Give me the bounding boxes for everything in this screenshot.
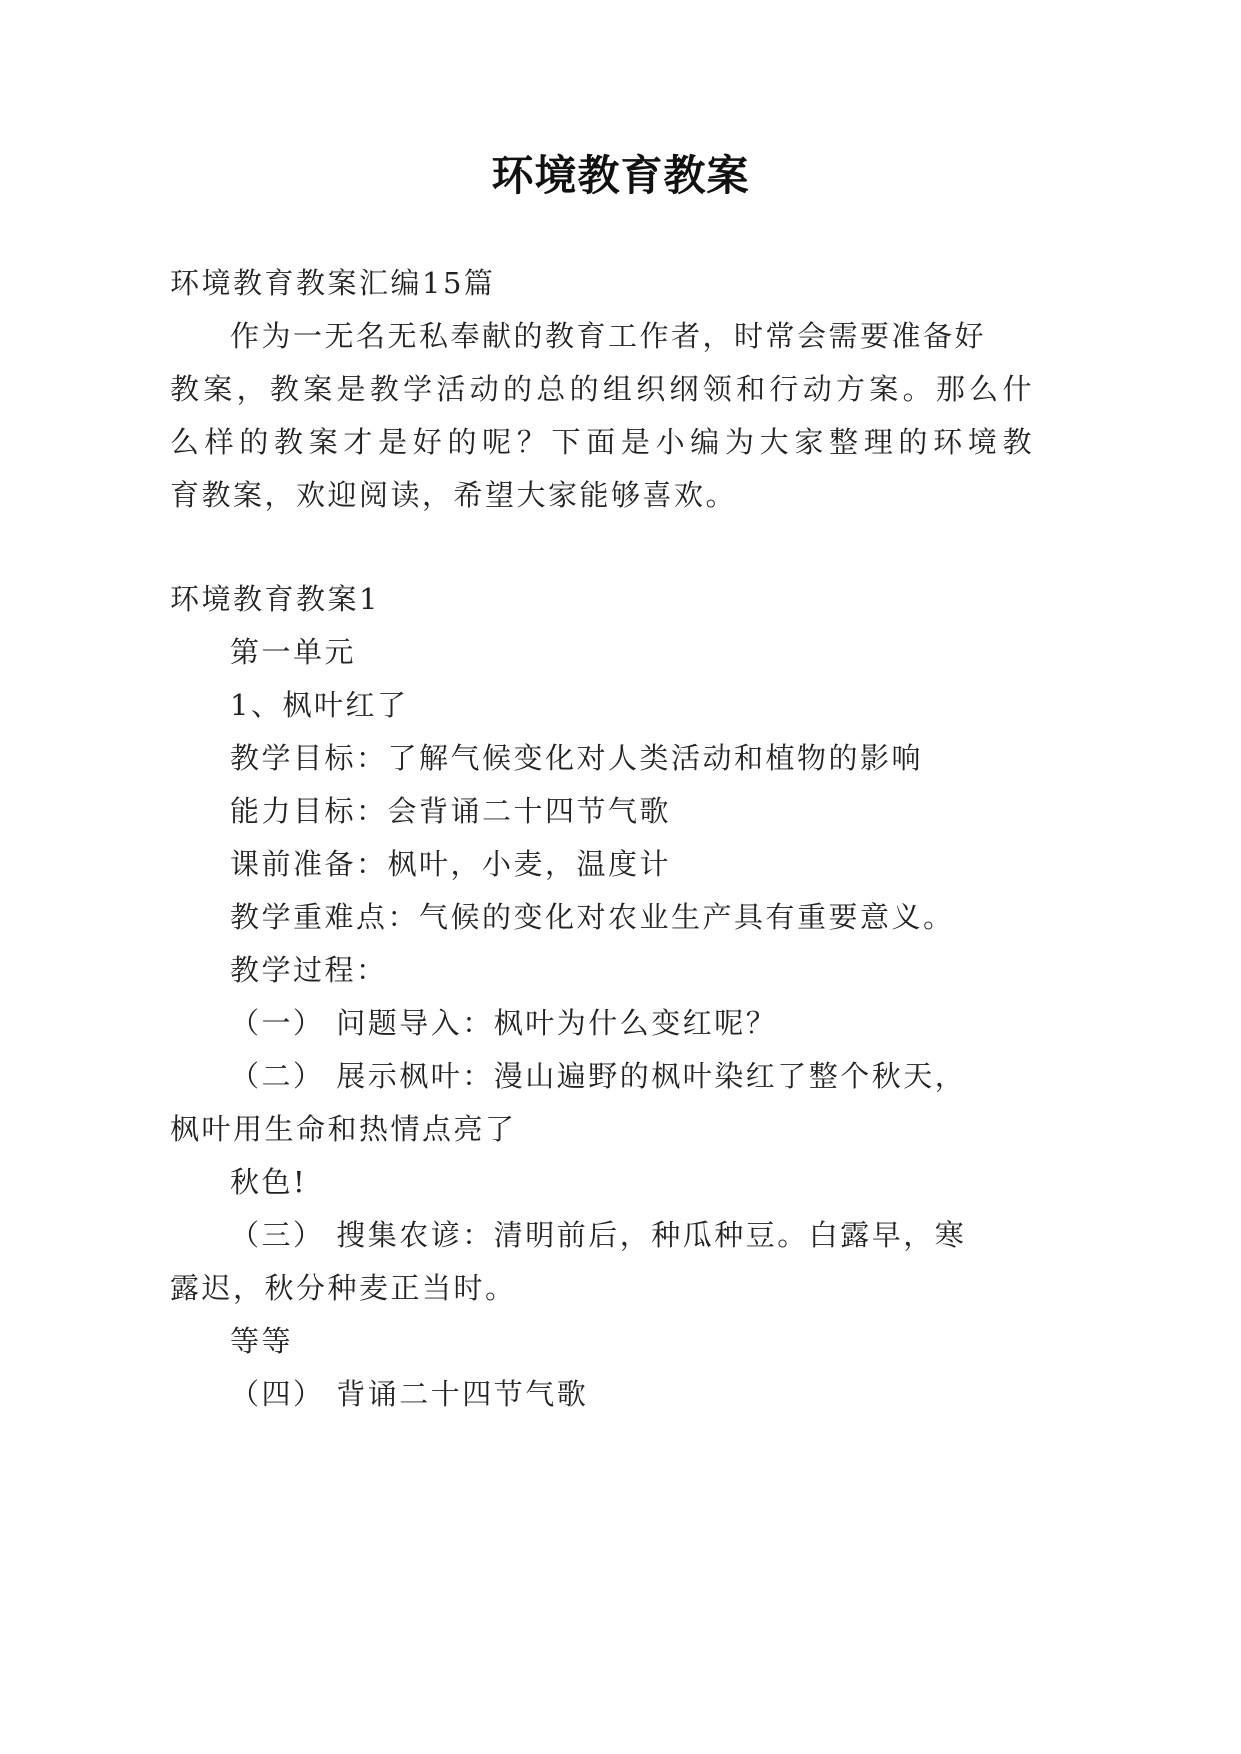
- unit-label: 第一单元: [230, 635, 357, 669]
- key-points: 教学重难点：气候的变化对农业生产具有重要意义。: [230, 900, 955, 934]
- step-3-line-1: （三） 搜集农谚：清明前后，种瓜种豆。白露早，寒: [230, 1218, 967, 1252]
- class-preparation: 课前准备：枫叶，小麦，温度计: [230, 847, 672, 881]
- step-2-line-1: （二） 展示枫叶：漫山遍野的枫叶染红了整个秋天，: [230, 1059, 967, 1093]
- intro-line-1: 作为一无名无私奉献的教育工作者，时常会需要准备好: [230, 319, 987, 353]
- step-3-line-2: 露迟，秋分种麦正当时。: [170, 1271, 517, 1305]
- intro-line-2: 教案，教案是教学活动的总的组织纲领和行动方案。那么什: [170, 372, 1034, 406]
- process-label: 教学过程：: [230, 953, 388, 987]
- step-2-line-3: 秋色!: [230, 1165, 308, 1199]
- step-4: （四） 背诵二十四节气歌: [230, 1377, 589, 1411]
- step-1: （一） 问题导入：枫叶为什么变红呢？: [230, 1006, 778, 1040]
- step-2-line-2: 枫叶用生命和热情点亮了: [170, 1112, 517, 1146]
- lesson-title: 1、枫叶红了: [230, 688, 409, 722]
- section-heading: 环境教育教案1: [170, 582, 380, 616]
- document-title: 环境教育教案: [491, 151, 750, 200]
- document-subtitle: 环境教育教案汇编15篇: [170, 266, 496, 300]
- etc-line: 等等: [230, 1324, 294, 1358]
- teaching-goal: 教学目标：了解气候变化对人类活动和植物的影响: [230, 741, 924, 775]
- intro-line-4: 育教案，欢迎阅读，希望大家能够喜欢。: [170, 478, 738, 512]
- ability-goal: 能力目标：会背诵二十四节气歌: [230, 794, 672, 828]
- intro-line-3: 么样的教案才是好的呢？下面是小编为大家整理的环境教: [170, 425, 1034, 459]
